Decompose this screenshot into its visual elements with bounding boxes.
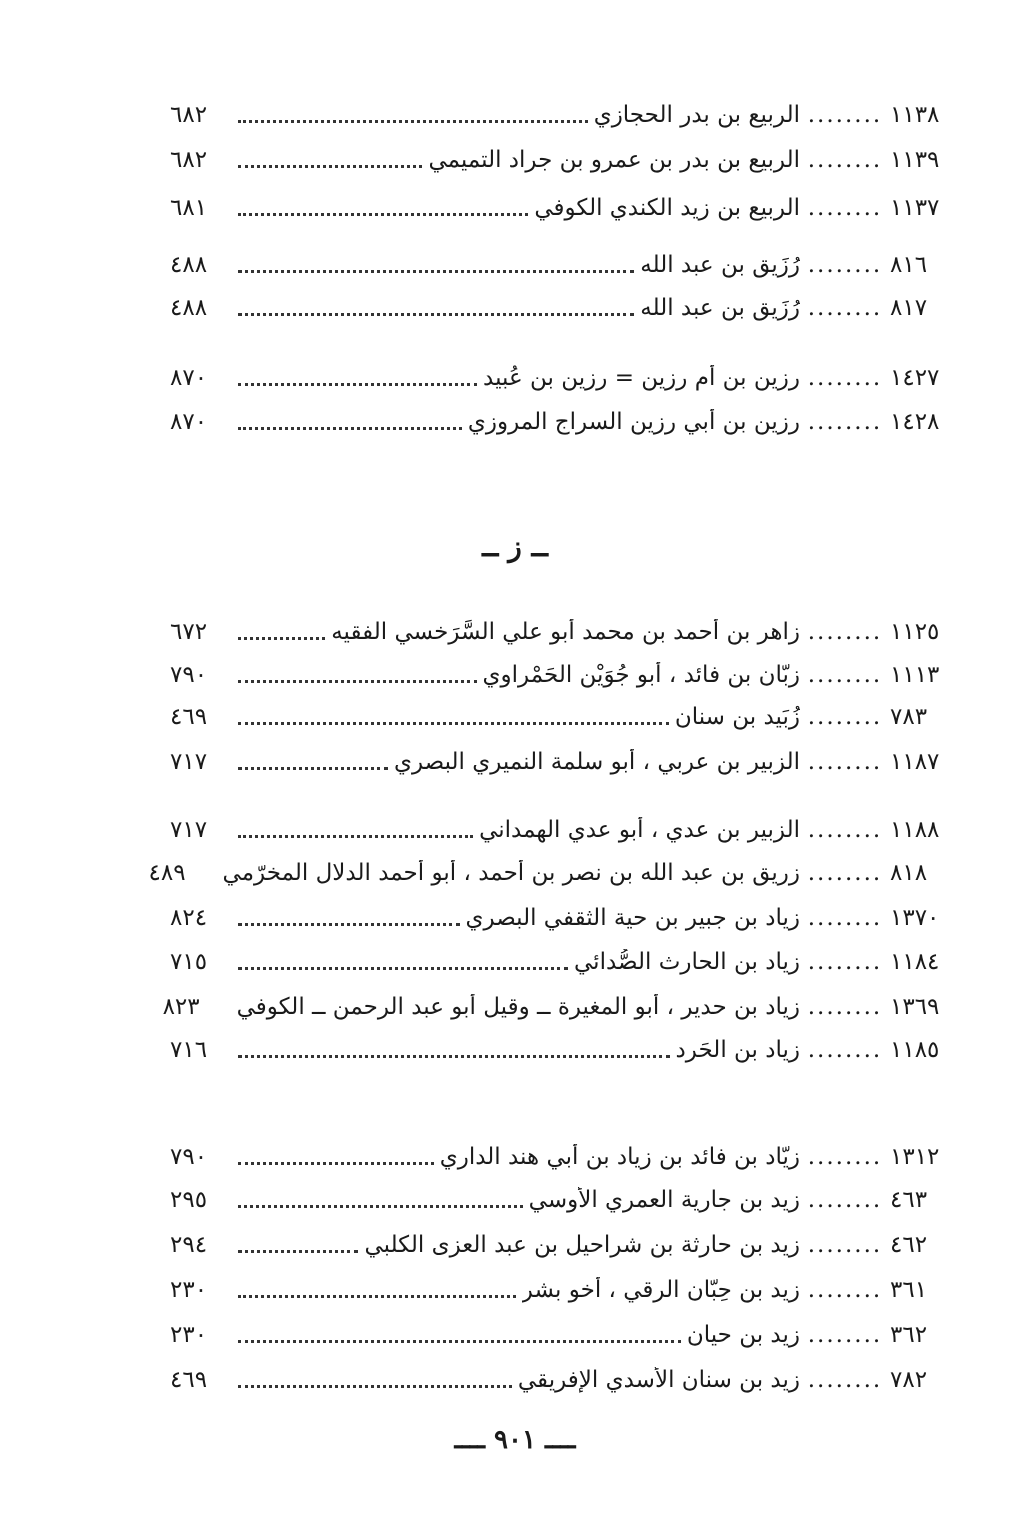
entry-page: ٦٨٢ — [170, 147, 208, 173]
dotted-leader — [238, 637, 325, 640]
entry-number: ٤٦٢ — [890, 1232, 928, 1258]
index-entry — [170, 697, 960, 737]
index-entry — [170, 1225, 960, 1265]
entry-number: ٣٦٢ — [890, 1322, 928, 1348]
entry-page: ٤٨٨ — [170, 295, 208, 321]
entry-page: ٢٩٥ — [170, 1187, 208, 1213]
entry-number: ١١٢٥ — [890, 619, 940, 645]
index-entry — [170, 810, 960, 850]
entry-number: ٤٦٣ — [890, 1187, 928, 1213]
index-entry — [162, 987, 960, 1027]
dotted-leader — [238, 165, 422, 168]
dotted-leader — [238, 120, 588, 123]
entry-page: ٢٣٠ — [170, 1277, 208, 1303]
entry-page: ٨٢٤ — [170, 905, 208, 931]
entry-leader: ........ — [807, 1277, 883, 1303]
entry-name: الربيع بن بدر الحجازي — [593, 102, 800, 128]
entry-leader: ........ — [807, 147, 883, 173]
entry-name: زيد بن حيان — [686, 1322, 800, 1348]
dotted-leader — [238, 270, 634, 273]
entry-name: زياد بن جبير بن حية الثقفي البصري — [465, 905, 800, 931]
entry-leader: ........ — [807, 749, 883, 775]
entry-leader: ........ — [807, 1037, 883, 1063]
dotted-leader — [238, 1250, 358, 1253]
entry-name: زاهر بن أحمد بن محمد أبو علي السَّرَخسي الفقيه — [331, 619, 800, 645]
entry-number: ١٤٢٧ — [890, 365, 940, 391]
entry-number: ١١٨٤ — [890, 949, 940, 975]
entry-number: ١١٨٧ — [890, 749, 940, 775]
entry-page: ٨٢٣ — [162, 994, 200, 1020]
entry-name: رُزَيق بن عبد الله — [640, 295, 800, 321]
entry-page: ٧٩٠ — [170, 1144, 208, 1170]
entry-page: ٨٧٠ — [170, 409, 208, 435]
entry-number: ١١٨٥ — [890, 1037, 940, 1063]
entry-leader: ........ — [807, 1232, 883, 1258]
dotted-leader — [238, 722, 669, 725]
entry-number: ٨١٦ — [890, 252, 928, 278]
entry-name: زيد بن حارثة بن شراحيل بن عبد العزى الكلبي — [364, 1232, 800, 1258]
section-heading: ــ ز ــ — [482, 530, 548, 563]
dotted-leader — [238, 1205, 523, 1208]
dotted-leader — [238, 1162, 434, 1165]
entry-name: زيد بن جارية العمري الأوسي — [528, 1187, 800, 1213]
entry-page: ٦٨١ — [170, 195, 208, 221]
dotted-leader — [238, 213, 528, 216]
entry-name: الزبير بن عدي ، أبو عدي الهمداني — [479, 817, 800, 843]
dotted-leader — [238, 680, 477, 683]
entry-name: رزين بن أبي رزين السراج المروزي — [467, 409, 800, 435]
entry-page: ٨٧٠ — [170, 365, 208, 391]
entry-page: ٧١٧ — [170, 817, 208, 843]
dotted-leader — [238, 1055, 670, 1058]
entry-number: ١١١٣ — [890, 662, 940, 688]
entry-leader: ........ — [807, 365, 883, 391]
entry-leader: ........ — [807, 817, 883, 843]
entry-leader: ........ — [807, 295, 883, 321]
index-entry — [170, 1360, 960, 1400]
dotted-leader — [238, 835, 473, 838]
entry-name: زياد بن الحارث الصُّدائي — [574, 949, 800, 975]
entry-leader: ........ — [807, 1187, 883, 1213]
entry-name: زيد بن سنان الأسدي الإفريقي — [517, 1367, 800, 1393]
entry-name: زبّان بن فائد ، أبو جُوَيْن الحَمْراوي — [482, 662, 800, 688]
entry-page: ٧١٧ — [170, 749, 208, 775]
entry-number: ٨١٧ — [890, 295, 928, 321]
entry-leader: ........ — [807, 252, 883, 278]
entry-name: الزبير بن عربي ، أبو سلمة النميري البصري — [393, 749, 800, 775]
dotted-leader — [238, 1340, 681, 1343]
entry-name: الربيع بن بدر بن عمرو بن جراد التميمي — [428, 147, 800, 173]
entry-number: ١١٣٨ — [890, 102, 940, 128]
entry-page: ٤٨٨ — [170, 252, 208, 278]
entry-page: ٧١٥ — [170, 949, 208, 975]
entry-name: زياد بن حدير ، أبو المغيرة ــ وقيل أبو عبد الرحمن ــ الكوفي — [236, 994, 800, 1020]
index-entry — [170, 1315, 960, 1355]
entry-number: ١٣٧٠ — [890, 905, 940, 931]
entry-number: ١١٨٨ — [890, 817, 940, 843]
entry-leader: ........ — [807, 195, 883, 221]
dotted-leader — [238, 1385, 512, 1388]
entry-number: ٧٨٢ — [890, 1367, 928, 1393]
index-entry — [170, 1030, 960, 1070]
entry-leader: ........ — [807, 1322, 883, 1348]
dotted-leader — [238, 1295, 516, 1298]
entry-leader: ........ — [807, 662, 883, 688]
index-entry — [170, 140, 960, 180]
entry-leader: ........ — [807, 1367, 883, 1393]
entry-page: ٦٧٢ — [170, 619, 208, 645]
dotted-leader — [238, 383, 477, 386]
index-entry — [148, 853, 960, 893]
entry-name: زيد بن حِبّان الرقي ، أخو بشر — [521, 1277, 800, 1303]
entry-page: ٧٩٠ — [170, 662, 208, 688]
dotted-leader — [238, 313, 634, 316]
entry-leader: ........ — [807, 102, 883, 128]
dotted-leader — [238, 967, 568, 970]
index-entry — [170, 245, 960, 285]
entry-leader: ........ — [807, 994, 883, 1020]
entry-page: ٤٨٩ — [148, 860, 186, 886]
entry-leader: ........ — [807, 619, 883, 645]
entry-page: ٦٨٢ — [170, 102, 208, 128]
entry-leader: ........ — [807, 905, 883, 931]
dotted-leader — [238, 923, 460, 926]
entry-page: ٤٦٩ — [170, 704, 208, 730]
entry-number: ١٤٢٨ — [890, 409, 940, 435]
page-number: ــــ ٩٠١ ــــ — [454, 1425, 576, 1455]
entry-number: ١١٣٧ — [890, 195, 940, 221]
index-entry — [170, 188, 960, 228]
index-entry — [170, 1180, 960, 1220]
entry-leader: ........ — [807, 704, 883, 730]
entry-leader: ........ — [807, 1144, 883, 1170]
entry-number: ١٣٦٩ — [890, 994, 940, 1020]
entry-leader: ........ — [807, 860, 883, 886]
entry-number: ١١٣٩ — [890, 147, 940, 173]
entry-name: زريق بن عبد الله بن نصر بن أحمد ، أبو أحمد الدلال المخرّمي — [222, 860, 800, 886]
entry-page: ٢٣٠ — [170, 1322, 208, 1348]
index-entry — [170, 95, 960, 135]
entry-number: ٧٨٣ — [890, 704, 928, 730]
index-entry — [170, 402, 960, 442]
index-entry — [170, 742, 960, 782]
entry-number: ١٣١٢ — [890, 1144, 940, 1170]
entry-name: زيّاد بن فائد بن زياد بن أبي هند الداري — [439, 1144, 800, 1170]
index-entry — [170, 612, 960, 652]
entry-name: رزين بن أم رزين = رزين بن عُبيد — [483, 365, 800, 391]
dotted-leader — [238, 427, 462, 430]
dotted-leader — [238, 767, 388, 770]
entry-leader: ........ — [807, 949, 883, 975]
entry-page: ٤٦٩ — [170, 1367, 208, 1393]
index-entry — [170, 358, 960, 398]
entry-name: زياد بن الحَرِد — [675, 1037, 800, 1063]
index-entry — [170, 288, 960, 328]
index-entry — [170, 1137, 960, 1177]
entry-leader: ........ — [807, 409, 883, 435]
entry-number: ٣٦١ — [890, 1277, 928, 1303]
entry-number: ٨١٨ — [890, 860, 928, 886]
index-entry — [170, 655, 960, 695]
index-entry — [170, 1270, 960, 1310]
entry-name: الربيع بن زيد الكندي الكوفي — [534, 195, 800, 221]
entry-page: ٢٩٤ — [170, 1232, 208, 1258]
entry-name: زُبَيد بن سنان — [674, 704, 800, 730]
entry-name: رُزَيق بن عبد الله — [640, 252, 800, 278]
entry-page: ٧١٦ — [170, 1037, 208, 1063]
index-entry — [170, 898, 960, 938]
index-entry — [170, 942, 960, 982]
